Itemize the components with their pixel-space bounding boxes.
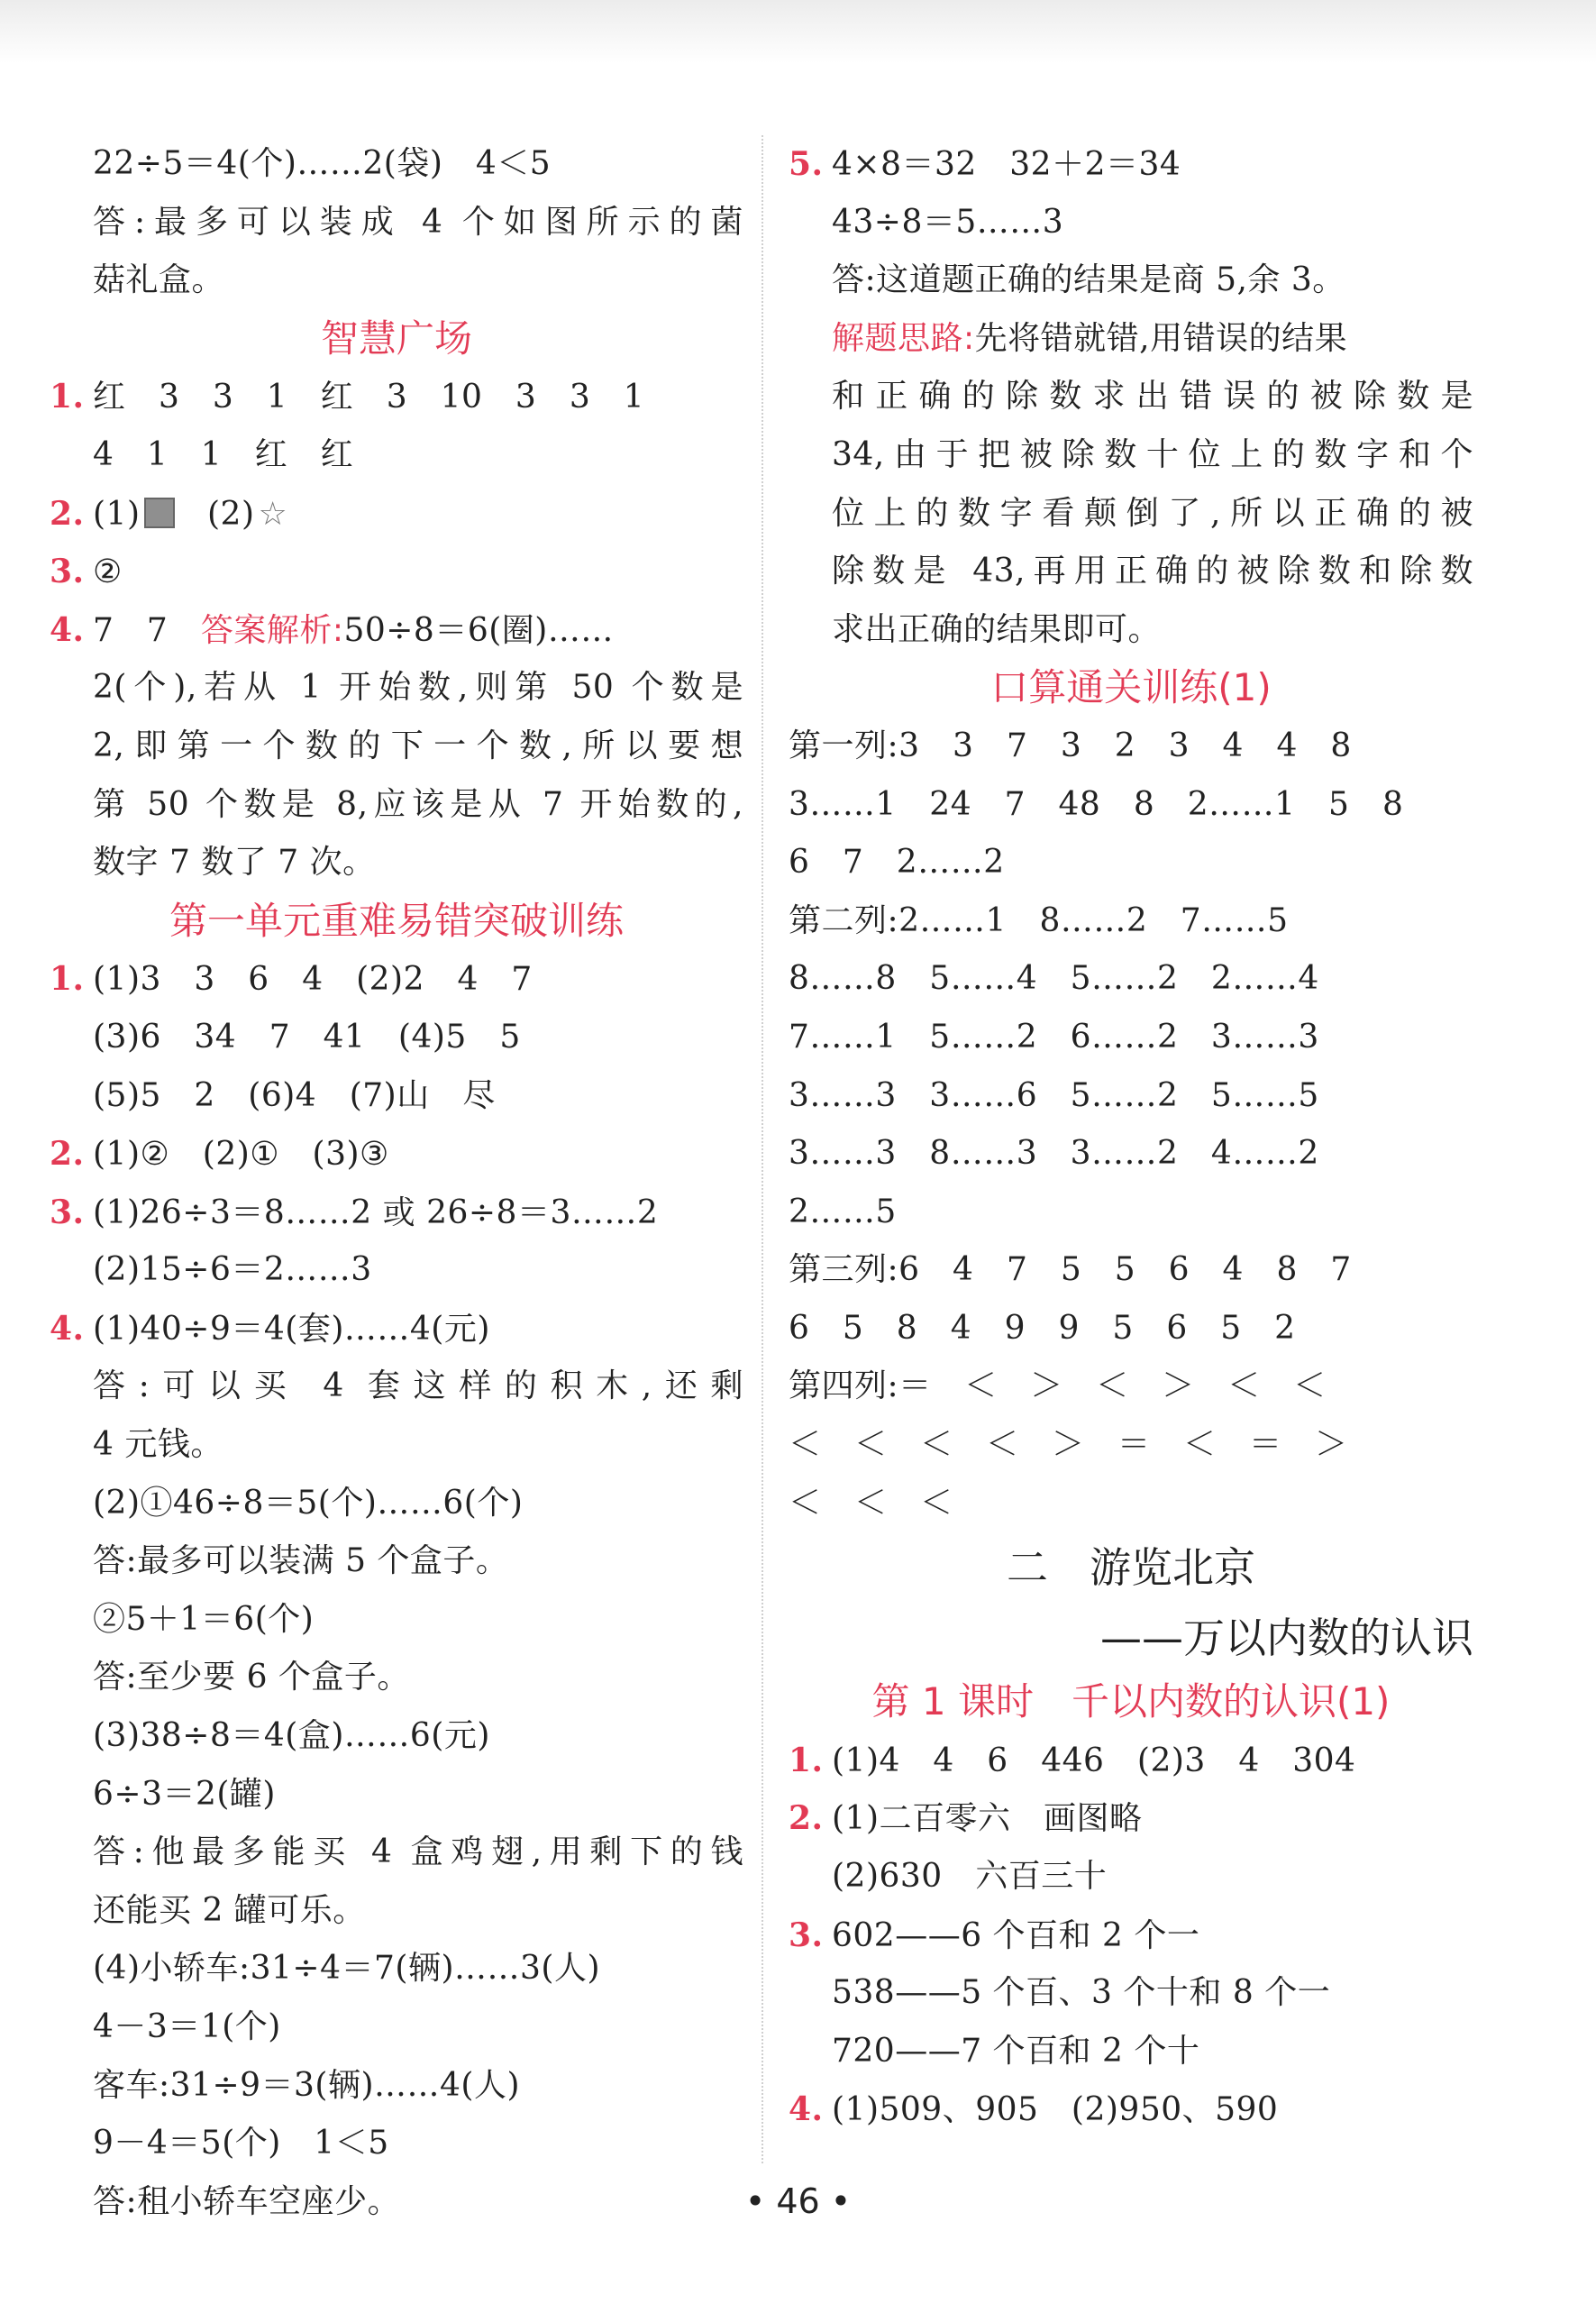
answer-text: 7 7 bbox=[93, 611, 201, 649]
question-4 bbox=[789, 2080, 1473, 2139]
text-line: 34,由于把被除数十位上的数字和个 bbox=[832, 435, 1473, 473]
question-number: 1. bbox=[50, 378, 85, 416]
oral-line: 6 5 8 4 9 9 5 6 5 2 bbox=[789, 1309, 1296, 1347]
oral-line: 2……5 bbox=[789, 1193, 897, 1230]
answer-text: (2) bbox=[174, 495, 255, 533]
text-line: (4)小轿车:31÷4＝7(辆)……3(人) bbox=[93, 1950, 600, 1988]
oral-line: 3……3 8……3 3……2 4……2 bbox=[789, 1135, 1319, 1173]
answer-text: 先将错就错,用错误的结果 bbox=[974, 319, 1348, 357]
section-title-oral: 口算通关训练(1) bbox=[990, 665, 1272, 710]
text-line: (5)5 2 (6)4 (7)山 尽 bbox=[93, 1076, 496, 1114]
answer-text: (1)② (2)① (3)③ bbox=[93, 1136, 389, 1174]
unit-subtitle: ——万以内数的认识 bbox=[1100, 1614, 1473, 1663]
oral-line: 第二列:2……1 8……2 7……5 bbox=[789, 901, 1289, 939]
answer-text: 602——6 个百和 2 个一 bbox=[832, 1916, 1200, 1954]
text-line: 还能买 2 罐可乐。 bbox=[93, 1891, 366, 1929]
oral-line: 8……8 5……4 5……2 2……4 bbox=[789, 960, 1319, 998]
text-line: (2)630 六百三十 bbox=[832, 1858, 1108, 1896]
question-number: 3. bbox=[50, 553, 85, 591]
question-number: 4. bbox=[50, 610, 85, 649]
oral-line: 3……3 3……6 5……2 5……5 bbox=[789, 1076, 1319, 1114]
question-number: 3. bbox=[50, 1193, 85, 1231]
answer-text: (1) bbox=[93, 495, 141, 533]
answer-text: ② bbox=[93, 553, 123, 591]
text-line: 位上的数字看颠倒了,所以正确的被 bbox=[832, 494, 1473, 532]
column-divider bbox=[762, 135, 763, 2163]
text-line: 4 1 1 红 红 bbox=[93, 435, 354, 473]
answer-text: 红 3 3 1 红 3 10 3 3 1 bbox=[93, 379, 645, 416]
text-line: (3)6 34 7 41 (4)5 5 bbox=[93, 1018, 521, 1056]
question-3 bbox=[50, 543, 743, 601]
oral-line: 第三列:6 4 7 5 5 6 4 8 7 bbox=[789, 1251, 1352, 1289]
answer-text: (1)40÷9＝4(套)……4(元) bbox=[93, 1310, 490, 1348]
text-line: 除数是 43,再用正确的被除数和除数 bbox=[832, 553, 1473, 590]
text-line: 4－3＝1(个) bbox=[93, 2008, 281, 2045]
text-line: 538——5 个百、3 个十和 8 个一 bbox=[832, 1974, 1331, 2012]
text-line: 答:最多可以装成 4 个如图所示的菌 bbox=[93, 203, 743, 241]
text-line: 第 50 个数是 8,应该是从 7 开始数的, bbox=[93, 785, 743, 823]
text-line: (2)①46÷8＝5(个)……6(个) bbox=[93, 1484, 524, 1522]
question-3 bbox=[50, 1184, 743, 1242]
text-line: 答:最多可以装满 5 个盒子。 bbox=[93, 1542, 509, 1580]
question-number: 2. bbox=[50, 494, 85, 533]
text-line: 22÷5＝4(个)……2(袋) 4＜5 bbox=[93, 145, 552, 182]
section-title-wisdom: 智慧广场 bbox=[320, 315, 472, 361]
question-number: 5. bbox=[789, 145, 824, 183]
gray-square-icon bbox=[144, 498, 175, 528]
text-line: (2)15÷6＝2……3 bbox=[93, 1251, 372, 1289]
text-line: 答:这道题正确的结果是商 5,余 3。 bbox=[832, 261, 1345, 299]
analysis-label: 答案解析: bbox=[200, 611, 344, 649]
question-1 bbox=[789, 1732, 1473, 1790]
answer-text: (1)26÷3＝8……2 或 26÷8＝3……2 bbox=[93, 1193, 659, 1231]
answer-text: (1)4 4 6 446 (2)3 4 304 bbox=[832, 1742, 1356, 1779]
oral-line: 7……1 5……2 6……2 3……3 bbox=[789, 1018, 1319, 1056]
question-1 bbox=[50, 368, 743, 426]
star-icon: ☆ bbox=[258, 495, 288, 533]
text-line: 答:租小轿车空座少。 bbox=[93, 2182, 401, 2220]
question-number: 4. bbox=[789, 2090, 824, 2129]
text-line: 2(个),若从 1 开始数,则第 50 个数是 bbox=[93, 669, 743, 707]
answer-text: (1)二百零六 画图略 bbox=[832, 1800, 1143, 1838]
question-1 bbox=[50, 950, 743, 1009]
question-number: 2. bbox=[50, 1135, 85, 1174]
oral-line: 第一列:3 3 7 3 2 3 4 4 8 bbox=[789, 727, 1352, 764]
text-line: ②5＋1＝6(个) bbox=[93, 1600, 315, 1638]
text-line: 6÷3＝2(罐) bbox=[93, 1775, 276, 1813]
oral-line: 6 7 2……2 bbox=[789, 844, 1005, 882]
thinking-label: 解题思路: bbox=[832, 319, 975, 357]
text-line bbox=[789, 310, 1473, 369]
answer-text: (1)509、905 (2)950、590 bbox=[832, 2091, 1279, 2129]
question-3 bbox=[789, 1906, 1473, 1965]
question-4 bbox=[50, 601, 743, 660]
answer-text: 4×8＝32 32＋2＝34 bbox=[832, 146, 1181, 183]
answer-text: 50÷8＝6(圈)…… bbox=[343, 611, 614, 649]
oral-line: ＜ ＜ ＜ bbox=[789, 1484, 953, 1522]
scan-shadow bbox=[0, 0, 1596, 63]
section-title-unit1: 第一单元重难易错突破训练 bbox=[169, 898, 624, 943]
right-column bbox=[789, 135, 1473, 2139]
question-2 bbox=[50, 1125, 743, 1184]
question-number: 1. bbox=[50, 960, 85, 999]
page-number: • 46 • bbox=[744, 2181, 852, 2221]
question-2 bbox=[50, 485, 743, 544]
text-line: 答:他最多能买 4 盒鸡翅,用剩下的钱 bbox=[93, 1833, 743, 1871]
oral-line: 3……1 24 7 48 8 2……1 5 8 bbox=[789, 785, 1404, 823]
question-2 bbox=[789, 1789, 1473, 1848]
question-number: 2. bbox=[789, 1799, 824, 1838]
text-line: 客车:31÷9＝3(辆)……4(人) bbox=[93, 2066, 520, 2104]
question-number: 4. bbox=[50, 1309, 85, 1348]
text-line: (3)38÷8＝4(盒)……6(元) bbox=[93, 1717, 490, 1755]
text-line: 2,即第一个数的下一个数,所以要想 bbox=[93, 727, 743, 764]
unit-title: 二 游览北京 bbox=[1007, 1543, 1255, 1593]
question-number: 1. bbox=[789, 1741, 824, 1779]
text-line: 答:至少要 6 个盒子。 bbox=[93, 1659, 410, 1696]
oral-line: 第四列:＝ ＜ ＞ ＜ ＞ ＜ ＜ bbox=[789, 1367, 1327, 1405]
text-line: 数字 7 数了 7 次。 bbox=[93, 844, 376, 882]
answer-text: (1)3 3 6 4 (2)2 4 7 bbox=[93, 961, 533, 999]
text-line: 和正确的除数求出错误的被除数是 bbox=[832, 378, 1473, 416]
text-line: 答:可以买 4 套这样的积木,还剩 bbox=[93, 1367, 743, 1405]
text-line: 菇礼盒。 bbox=[93, 261, 225, 299]
text-line: 9－4＝5(个) 1＜5 bbox=[93, 2125, 389, 2162]
question-4 bbox=[50, 1300, 743, 1358]
oral-line: ＜ ＜ ＜ ＜ ＞ ＝ ＜ ＝ ＞ bbox=[789, 1426, 1348, 1464]
left-column bbox=[50, 135, 743, 2231]
text-line: 43÷8＝5……3 bbox=[832, 203, 1064, 241]
question-5 bbox=[789, 135, 1473, 194]
text-line: 720——7 个百和 2 个十 bbox=[832, 2032, 1200, 2070]
text-line: 求出正确的结果即可。 bbox=[832, 610, 1162, 648]
lesson-title: 第 1 课时 千以内数的认识(1) bbox=[871, 1679, 1391, 1724]
text-line: 4 元钱。 bbox=[93, 1426, 223, 1464]
question-number: 3. bbox=[789, 1915, 824, 1954]
